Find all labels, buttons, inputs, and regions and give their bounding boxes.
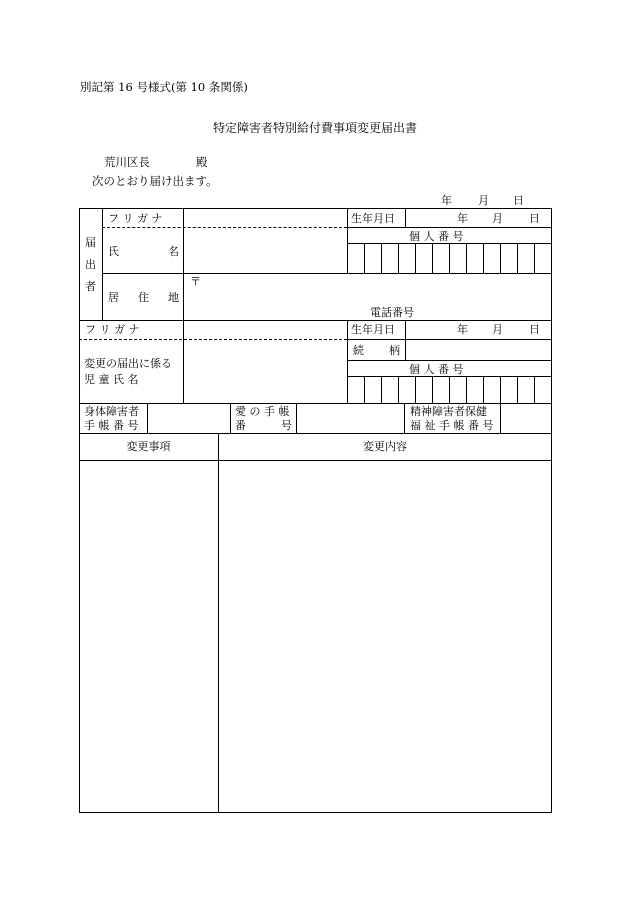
ai-handbook-label-line2-a: 番 [235,419,246,432]
physical-handbook-field[interactable] [149,404,229,432]
notifier-name-label-2: 名 [168,245,179,258]
change-content-field[interactable] [220,462,550,811]
postal-mark: 〒 [190,275,201,288]
personal-number-digit-cell[interactable] [500,243,517,273]
physical-handbook-label-line2: 手 帳 番 号 [84,419,139,432]
notifier-birthdate-field[interactable] [407,209,550,226]
child-birth-day-label: 日 [529,323,540,336]
document-title: 特定障害者特別給付費事項変更届出書 [212,121,417,135]
child-relation-label-2: 柄 [389,344,400,357]
mental-handbook-label-line2: 福 祉 手 帳 番 号 [410,419,494,432]
personal-number-digit-cell[interactable] [466,243,483,273]
notifier-section-label-1: 届 [85,236,96,249]
personal-number-digit-cell[interactable] [432,376,449,403]
child-birth-month-label: 月 [492,323,503,336]
child-name-label-line2: 児 童 氏 名 [84,373,139,386]
addressee-name: 荒川区長 [104,155,150,169]
child-furigana-field[interactable] [185,321,346,338]
personal-number-digit-cell[interactable] [483,376,500,403]
child-name-label-line1: 変更の届出に係る [84,357,172,370]
personal-number-digit-cell[interactable] [381,243,398,273]
notifier-address-label-1: 居 [108,291,119,304]
personal-number-digit-cell[interactable] [381,376,398,403]
personal-number-digit-cell[interactable] [500,376,517,403]
notifier-address-label-2: 住 [138,291,149,304]
notifier-personal-number-label: 個 人 番 号 [409,230,464,243]
notifier-birth-month-label: 月 [492,212,503,225]
child-furigana-label: フ リ ガ ナ [85,323,140,336]
phone-label: 電話番号 [370,306,414,319]
personal-number-digit-cell[interactable] [415,243,432,273]
child-personal-number-label: 個 人 番 号 [409,363,464,376]
notifier-name-field[interactable] [185,229,346,272]
notifier-furigana-label: フ リ ガ ナ [108,212,163,225]
notifier-section-label-2: 出 [85,258,96,271]
personal-number-digit-cell[interactable] [517,243,534,273]
personal-number-digit-cell[interactable] [449,376,466,403]
notifier-name-label-1: 氏 [108,245,119,258]
ai-handbook-field[interactable] [298,404,403,432]
child-name-field[interactable] [185,341,346,402]
ai-handbook-label-line1: 愛 の 手 帳 [235,405,290,418]
notifier-furigana-field[interactable] [185,209,346,226]
change-content-header: 変更内容 [363,440,407,453]
child-birthdate-label: 生年月日 [351,323,395,336]
date-day-label: 日 [513,194,524,207]
child-relation-label-1: 続 [353,344,364,357]
child-relation-field[interactable] [407,341,550,359]
addressee-suffix: 殿 [196,155,208,169]
personal-number-digit-cell[interactable] [347,243,364,273]
personal-number-digit-cell[interactable] [398,243,415,273]
personal-number-digit-cell[interactable] [534,243,551,273]
personal-number-digit-cell[interactable] [483,243,500,273]
mental-handbook-label-line1: 精神障害者保健 [410,405,487,418]
notifier-section-label-3: 者 [85,280,96,293]
personal-number-digit-cell[interactable] [466,376,483,403]
form-number: 別記第 16 号様式(第 10 条関係) [80,80,248,94]
intro-text: 次のとおり届け出ます。 [92,174,218,188]
personal-number-digit-cell[interactable] [347,376,364,403]
notifier-birth-year-label: 年 [457,212,468,225]
mental-handbook-field[interactable] [502,404,550,432]
notifier-birth-day-label: 日 [529,212,540,225]
personal-number-digit-cell[interactable] [534,376,551,403]
personal-number-digit-cell[interactable] [432,243,449,273]
personal-number-digit-cell[interactable] [415,376,432,403]
personal-number-digit-cell[interactable] [364,376,381,403]
notifier-address-label-3: 地 [168,291,179,304]
date-month-label: 月 [478,194,489,207]
ai-handbook-label-line2-b: 号 [281,419,292,432]
physical-handbook-label-line1: 身体障害者 [84,405,139,418]
child-birth-year-label: 年 [457,323,468,336]
personal-number-digit-cell[interactable] [364,243,381,273]
personal-number-digit-cell[interactable] [449,243,466,273]
personal-number-digit-cell[interactable] [398,376,415,403]
change-item-field[interactable] [81,462,217,811]
child-birthdate-field[interactable] [407,321,550,338]
date-year-label: 年 [441,194,452,207]
personal-number-digit-cell[interactable] [517,376,534,403]
change-item-header: 変更事項 [126,440,171,453]
notifier-address-field[interactable] [200,275,548,303]
notifier-birthdate-label: 生年月日 [351,212,395,225]
